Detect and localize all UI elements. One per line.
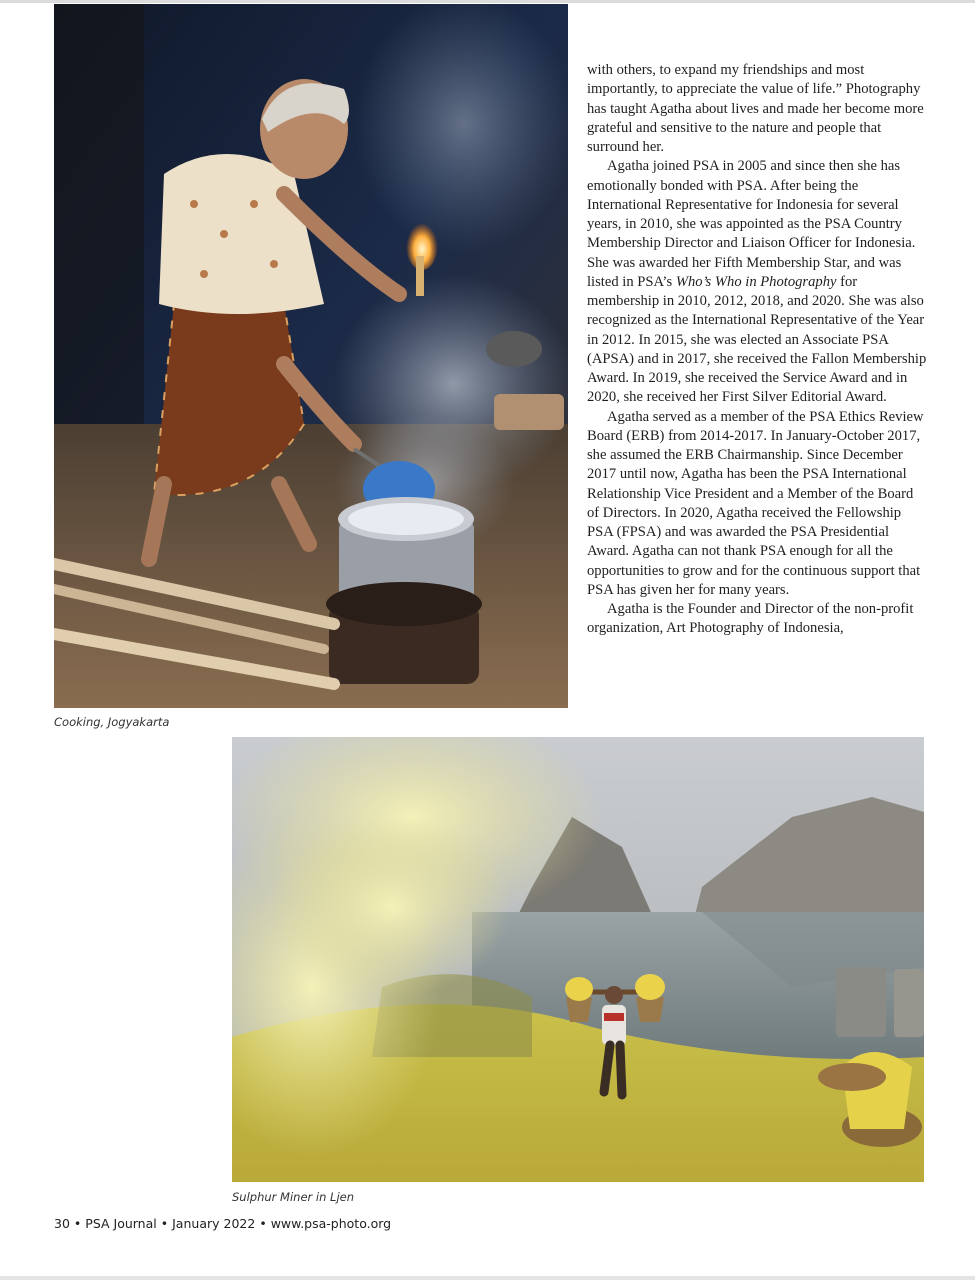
- footer-bullet: •: [160, 1216, 169, 1231]
- article-paragraph-4: Agatha is the Founder and Director of the non-profit organization, Art Photography of Indonesia,: [587, 601, 914, 637]
- footer-bullet: •: [259, 1216, 267, 1231]
- sulphur-photo-caption: Sulphur Miner in Ljen: [232, 1190, 355, 1204]
- sulphur-miner-photo-illustration: [232, 737, 924, 1182]
- sulphur-miner-photo: [232, 737, 924, 1182]
- article-paragraph-3: Agatha served as a member of the PSA Ethics Review Board (ERB) from 2014-2017. In January-October 2017, she assumed the ERB Chairmanship. Since December 2017 until now, Agatha has been the PSA International Relationship Vice President and a Member of the Board of Directors. In 2020, Agatha received the Fellowship PSA (FPSA) and was awarded the PSA Presidential Award. Agatha can not thank PSA enough for all the opportunities to grow and for the continuous support that PSA has given her for many years.: [587, 408, 924, 598]
- footer-bullet: •: [73, 1216, 82, 1231]
- page-footer: [54, 1216, 391, 1231]
- article-text-column: [587, 61, 927, 639]
- cooking-photo: [54, 4, 568, 708]
- top-rule: [0, 0, 975, 3]
- cooking-photo-caption: Cooking, Jogyakarta: [54, 715, 170, 729]
- article-paragraph-2-start: Agatha joined PSA in 2005 and since then she has emotionally bonded with PSA. After being the International Representative for Indonesia for several years, in 2010, she was appointed as the PSA Country Membership Director and Liaison Officer for Indonesia. She was awarded her Fifth Membership Star, and was listed in PSA’s: [587, 158, 916, 290]
- article-paragraph-2-end: for membership in 2010, 2012, 2018, and 2020. She was also recognized as the International Representative of the Year in 2012. In 2015, she was elected an Associate PSA (APSA) and in 2017, she received the Fallon Membership Award. In 2019, she received the Service Award and in 2020, she received her First Silver Editorial Award.: [587, 273, 927, 406]
- article-paragraph-1: with others, to expand my friendships and most importantly, to appreciate the value of life.” Photography has taught Agatha about lives and made her become more grateful and sensitive to the nature and people that surround her.: [587, 62, 924, 155]
- issue-date: January 2022: [172, 1216, 256, 1231]
- website-link[interactable]: www.psa-photo.org: [270, 1216, 392, 1231]
- cooking-photo-illustration: [54, 4, 568, 708]
- whos-who-title: Who’s Who in Photography: [675, 273, 837, 290]
- page-number: 30: [54, 1216, 70, 1231]
- article-paragraph-2: [587, 157, 927, 407]
- journal-name: PSA Journal: [85, 1216, 157, 1231]
- bottom-rule: [0, 1276, 975, 1280]
